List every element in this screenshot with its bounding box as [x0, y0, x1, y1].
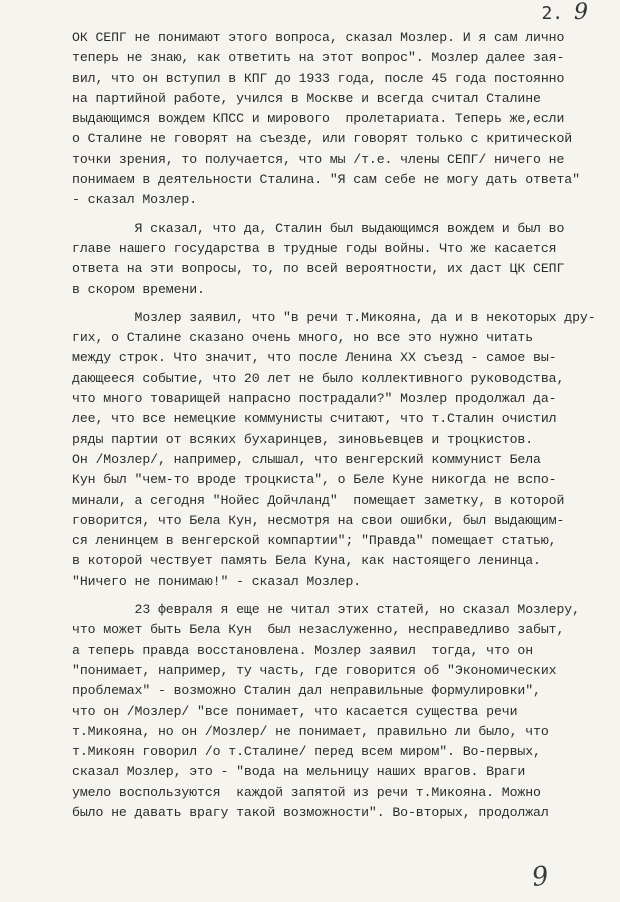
- text-line: что много товарищей напрасно пострадали?" Мозлер продолжал да-: [72, 391, 557, 407]
- text-line: выдающимся вождем КПСС и мирового пролетариата. Теперь же,если: [72, 111, 565, 127]
- text-line: Он /Мозлер/, например, слышал, что венгерский коммунист Бела: [72, 451, 541, 467]
- text-line: на партийной работе, учился в Москве и всегда считал Сталине: [72, 90, 541, 106]
- text-line: в которой чествует память Бела Куна, как настоящего ленинца.: [72, 553, 541, 569]
- text-line: ряды партии от всяких бухаринцев, зиновьевцев и троцкистов.: [72, 431, 534, 447]
- text-line: ся ленинцем в венгерской компартии"; "Правда" помещает статью,: [72, 533, 557, 549]
- text-line: "понимает, например, ту часть, где говорится об "Экономических: [72, 662, 557, 678]
- page-reference: [541, 0, 588, 25]
- text-line: говорится, что Бела Кун, несмотря на свои ошибки, был выдающим-: [72, 512, 565, 528]
- paragraph: [72, 28, 612, 211]
- paragraph-gap: [72, 211, 612, 219]
- typewritten-body: [72, 28, 612, 823]
- text-line: понимаем в деятельности Сталина. "Я сам себе не могу дать ответа": [72, 172, 580, 188]
- text-line: что он /Мозлер/ "все понимает, что касается существа речи: [72, 703, 518, 719]
- text-line: т.Микоян говорил /о т.Сталине/ перед всем миром". Во-первых,: [72, 744, 541, 760]
- text-line: ОК СЕПГ не понимают этого вопроса, сказал Мозлер. И я сам лично: [72, 30, 565, 45]
- text-line: т.Микояна, но он /Мозлер/ не понимает, правильно ли было, что: [72, 723, 549, 739]
- text-line: теперь не знаю, как ответить на этот вопрос". Мозлер далее зая-: [72, 50, 565, 66]
- text-line: проблемах" - возможно Сталин дал неправильные формулировки",: [72, 683, 541, 699]
- text-line: в скором времени.: [72, 281, 205, 297]
- text-line: минали, а сегодня "Нойес Дойчланд" помещает заметку, в которой: [72, 492, 565, 508]
- text-line: о Сталине не говорят на съезде, или говорят только с критической: [72, 131, 573, 147]
- text-line: было не давать врагу такой возможности". Во-вторых, продолжал: [72, 804, 549, 820]
- text-line: - сказал Мозлер.: [72, 192, 198, 208]
- paragraph-gap: [72, 300, 612, 308]
- page-ref-prefix: 2.: [541, 3, 564, 24]
- text-line: Мозлер заявил, что "в речи т.Микояна, да и в некоторых дру-: [72, 309, 596, 325]
- text-line: главе нашего государства в трудные годы войны. Что же касается: [72, 240, 557, 256]
- text-line: 23 февраля я еще не читал этих статей, но сказал Мозлеру,: [72, 602, 580, 618]
- text-line: "Ничего не понимаю!" - сказал Мозлер.: [72, 573, 362, 589]
- text-line: ответа на эти вопросы, то, по всей вероятности, их даст ЦК СЕПГ: [72, 261, 565, 277]
- paragraph: [72, 600, 612, 823]
- text-line: а теперь правда восстановлена. Мозлер заявил тогда, что он: [72, 642, 534, 658]
- paragraph-gap: [72, 592, 612, 600]
- page-ref-handwritten: 9: [574, 0, 588, 25]
- text-line: Кун был "чем-то вроде троцкиста", о Беле Куне никогда не вспо-: [72, 472, 557, 488]
- text-line: лее, что все немецкие коммунисты считают, что т.Сталин очистил: [72, 411, 557, 427]
- text-line: вил, что он вступил в КПГ до 1933 года, после 45 года постоянно: [72, 70, 565, 86]
- handwritten-page-number: 9: [529, 860, 551, 894]
- text-line: дающееся событие, что 20 лет не было коллективного руководства,: [72, 370, 565, 386]
- text-line: между строк. Что значит, что после Ленина XX съезд - самое вы-: [72, 350, 557, 366]
- text-line: точки зрения, то получается, что мы /т.е. члены СЕПГ/ ничего не: [72, 151, 565, 167]
- paragraph: [72, 308, 612, 592]
- text-line: умело воспользуются каждой запятой из речи т.Микояна. Можно: [72, 784, 541, 800]
- text-line: гих, о Сталине сказано очень много, но все это нужно читать: [72, 330, 534, 346]
- text-line: сказал Мозлер, это - "вода на мельницу наших врагов. Враги: [72, 764, 526, 780]
- text-line: что может быть Бела Кун был незаслуженно, несправедливо забыт,: [72, 622, 565, 638]
- paragraph: [72, 219, 612, 300]
- text-line: Я сказал, что да, Сталин был выдающимся вождем и был во: [72, 220, 565, 236]
